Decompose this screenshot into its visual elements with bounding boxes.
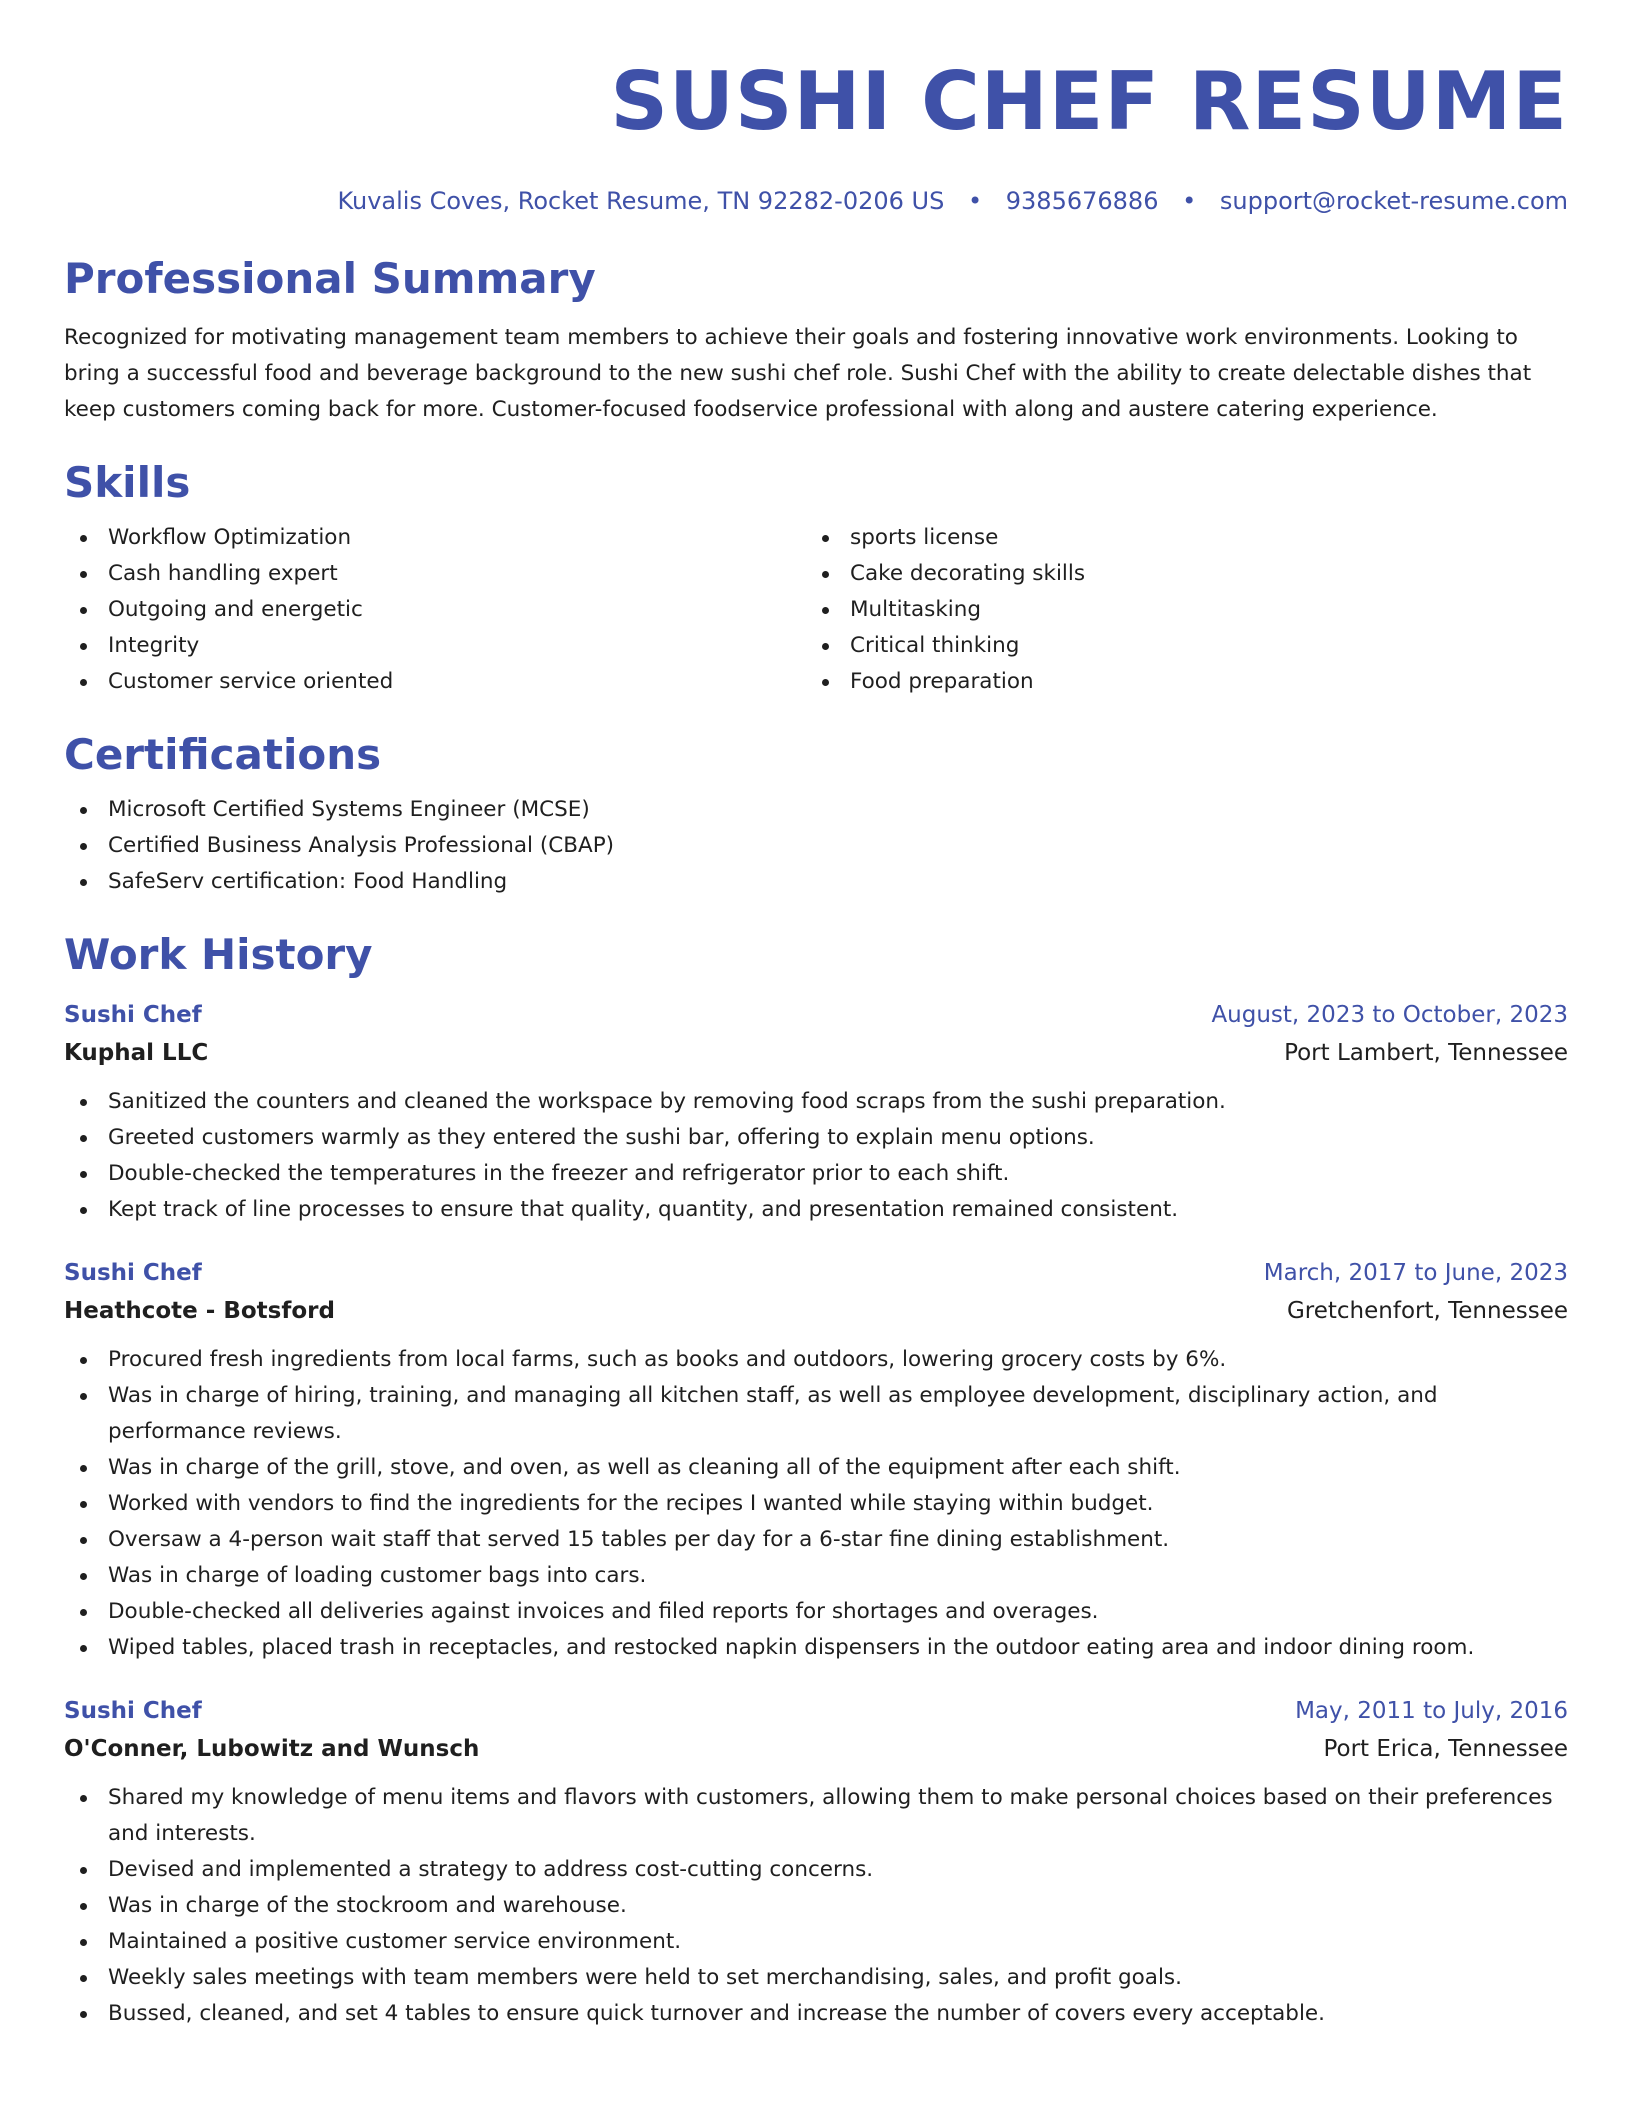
- skills-column-left: [64, 520, 806, 700]
- skill-item: Customer service oriented: [64, 664, 806, 700]
- skill-item: Workflow Optimization: [64, 520, 806, 556]
- skill-item: Cash handling expert: [64, 556, 806, 592]
- skill-item: Critical thinking: [806, 628, 1548, 664]
- contact-address: Kuvalis Coves, Rocket Resume, TN 92282-0206 US: [337, 187, 945, 215]
- job-title-row: [64, 1692, 1568, 1730]
- job-dates: August, 2023 to October, 2023: [1211, 1002, 1568, 1028]
- job-title-row: [64, 996, 1568, 1034]
- skill-item: Cake decorating skills: [806, 556, 1548, 592]
- job-dates: May, 2011 to July, 2016: [1295, 1698, 1568, 1724]
- job-company-row: [64, 1730, 1568, 1768]
- skills-list-left: [64, 520, 806, 700]
- job-location: Gretchenfort, Tennessee: [1286, 1298, 1568, 1324]
- work-history-section: [64, 930, 1568, 2032]
- job-bullets: [64, 1084, 1568, 1228]
- resume-header: [64, 0, 1568, 216]
- job-bullets: [64, 1780, 1568, 2032]
- job-company: Kuphal LLC: [64, 1040, 209, 1066]
- skill-item: Outgoing and energetic: [64, 592, 806, 628]
- job-bullet: Maintained a positive customer service environment.: [64, 1924, 1568, 1960]
- contact-separator: •: [967, 187, 983, 215]
- summary-heading: Professional Summary: [64, 254, 596, 303]
- job-company-row: [64, 1292, 1568, 1330]
- skills-heading: Skills: [64, 458, 191, 507]
- job-dates: March, 2017 to June, 2023: [1263, 1260, 1568, 1286]
- job-company: O'Conner, Lubowitz and Wunsch: [64, 1736, 480, 1762]
- contact-line: [64, 186, 1568, 216]
- job-bullet: Greeted customers warmly as they entered the sushi bar, offering to explain menu options.: [64, 1120, 1568, 1156]
- work-history-heading: Work History: [64, 930, 373, 979]
- skill-item: Integrity: [64, 628, 806, 664]
- summary-text: Recognized for motivating management team members to achieve their goals and fostering innovative work environments. Looking to bring a successful food and beverage background to the new sushi chef role. Sushi Chef with the ability to create delectable dishes that keep customers coming back for more. Customer-focused foodservice professional with along and austere catering experience.: [64, 325, 1532, 422]
- job-bullet: Was in charge of loading customer bags into cars.: [64, 1558, 1568, 1594]
- job-entry: [64, 1254, 1568, 1666]
- certifications-section: [64, 730, 1568, 900]
- job-entry: [64, 1692, 1568, 2032]
- certification-item: Certified Business Analysis Professional (CBAP): [64, 828, 1568, 864]
- skills-grid: [64, 520, 1568, 700]
- skill-item: Multitasking: [806, 592, 1548, 628]
- job-bullet: Worked with vendors to find the ingredients for the recipes I wanted while staying within budget.: [64, 1486, 1568, 1522]
- job-location: Port Erica, Tennessee: [1323, 1736, 1568, 1762]
- contact-email: support@rocket-resume.com: [1219, 187, 1568, 215]
- job-bullet: Oversaw a 4-person wait staff that served 15 tables per day for a 6-star fine dining establishment.: [64, 1522, 1568, 1558]
- certifications-list: [64, 792, 1568, 900]
- job-bullet: Sanitized the counters and cleaned the workspace by removing food scraps from the sushi preparation.: [64, 1084, 1568, 1120]
- skills-section: [64, 458, 1568, 700]
- skills-column-right: [806, 520, 1548, 700]
- job-bullet: Was in charge of the stockroom and warehouse.: [64, 1888, 1568, 1924]
- job-bullet: Weekly sales meetings with team members were held to set merchandising, sales, and profit goals.: [64, 1960, 1568, 1996]
- job-bullet: Kept track of line processes to ensure that quality, quantity, and presentation remained consistent.: [64, 1192, 1568, 1228]
- skill-item: sports license: [806, 520, 1548, 556]
- job-bullet: Double-checked the temperatures in the freezer and refrigerator prior to each shift.: [64, 1156, 1568, 1192]
- job-title: Sushi Chef: [64, 1002, 202, 1028]
- job-bullet: Was in charge of the grill, stove, and oven, as well as cleaning all of the equipment after each shift.: [64, 1450, 1568, 1486]
- job-bullet: Wiped tables, placed trash in receptacles, and restocked napkin dispensers in the outdoor eating area and indoor dining room.: [64, 1630, 1568, 1666]
- job-title: Sushi Chef: [64, 1698, 202, 1724]
- job-company: Heathcote - Botsford: [64, 1298, 335, 1324]
- certifications-heading: Certifications: [64, 730, 382, 779]
- job-location: Port Lambert, Tennessee: [1284, 1040, 1568, 1066]
- certification-item: Microsoft Certified Systems Engineer (MCSE): [64, 792, 1568, 828]
- job-bullet: Double-checked all deliveries against invoices and filed reports for shortages and overages.: [64, 1594, 1568, 1630]
- job-bullet: Bussed, cleaned, and set 4 tables to ensure quick turnover and increase the number of covers every acceptable.: [64, 1996, 1568, 2032]
- job-company-row: [64, 1034, 1568, 1072]
- jobs-container: [64, 996, 1568, 2032]
- job-title: Sushi Chef: [64, 1260, 202, 1286]
- job-bullet: Shared my knowledge of menu items and flavors with customers, allowing them to make personal choices based on their preferences and interests.: [64, 1780, 1568, 1852]
- job-title-row: [64, 1254, 1568, 1292]
- skills-list-right: [806, 520, 1548, 700]
- summary-section: [64, 254, 1568, 428]
- skill-item: Food preparation: [806, 664, 1548, 700]
- job-bullet: Devised and implemented a strategy to address cost-cutting concerns.: [64, 1852, 1568, 1888]
- contact-phone: 9385676886: [1005, 187, 1159, 215]
- job-entry: [64, 996, 1568, 1228]
- job-bullets: [64, 1342, 1568, 1666]
- job-bullet: Was in charge of hiring, training, and managing all kitchen staff, as well as employee development, disciplinary action, and performance reviews.: [64, 1378, 1568, 1450]
- job-bullet: Procured fresh ingredients from local farms, such as books and outdoors, lowering grocery costs by 6%.: [64, 1342, 1568, 1378]
- contact-separator: •: [1182, 187, 1197, 215]
- resume-title: SUSHI CHEF RESUME: [610, 55, 1568, 148]
- certification-item: SafeServ certification: Food Handling: [64, 864, 1568, 900]
